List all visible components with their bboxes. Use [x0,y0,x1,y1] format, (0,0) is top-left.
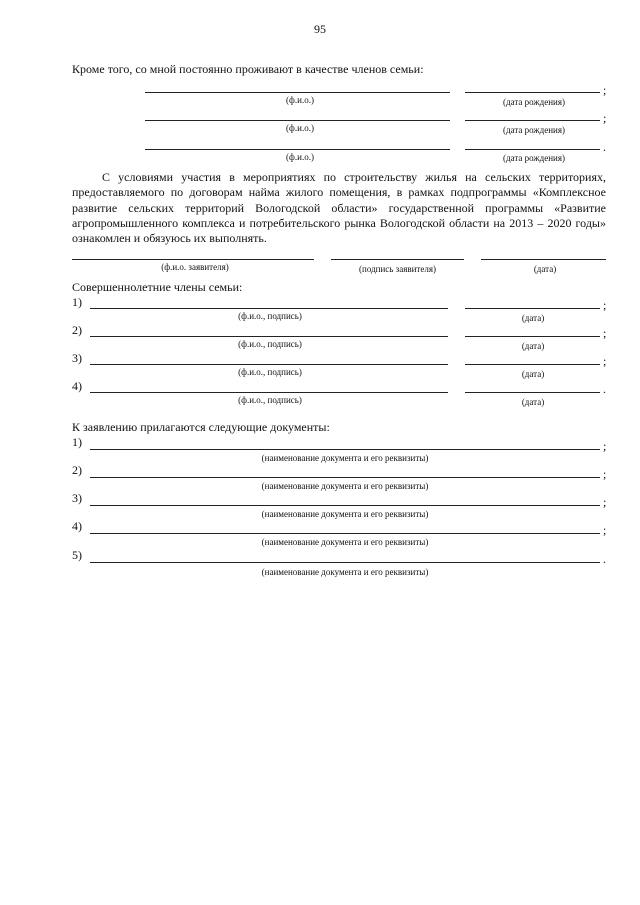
adult-member-end: . [603,382,606,396]
family-row-end: . [603,140,606,154]
document-caption: (наименование документа и его реквизиты) [261,481,429,491]
adult-member-date-line[interactable] [465,392,600,393]
adult-member-fio-line[interactable] [90,336,448,337]
adult-member-date-line[interactable] [465,308,600,309]
adult-member-date-line[interactable] [465,364,600,365]
family-birthdate-caption: (дата рождения) [503,125,565,135]
adult-member-number: 3) [72,351,82,365]
document-end: ; [603,495,607,509]
adult-member-date-line[interactable] [465,336,600,337]
applicant-date-line[interactable] [481,259,606,260]
documents-title: К заявлению прилагаются следующие документы: [72,420,330,434]
applicant-fio-line[interactable] [72,259,314,260]
adult-member-number: 1) [72,295,82,309]
document-end: ; [603,467,607,481]
adult-member-end: ; [603,354,607,368]
adult-member-date-caption: (дата) [521,369,545,379]
family-birthdate-line[interactable] [465,120,600,121]
family-fio-caption: (ф.и.о.) [286,95,314,105]
family-fio-caption: (ф.и.о.) [286,123,314,133]
family-birthdate-line[interactable] [465,92,600,93]
document-line[interactable] [90,533,600,534]
adult-member-end: ; [603,326,607,340]
adult-member-date-caption: (дата) [521,397,545,407]
adult-member-caption: (ф.и.о., подпись) [238,339,302,349]
document-end: ; [603,439,607,453]
adult-member-date-caption: (дата) [521,313,545,323]
adult-member-caption: (ф.и.о., подпись) [238,367,302,377]
family-fio-line[interactable] [145,92,450,93]
applicant-signature-caption: (подпись заявителя) [359,264,436,274]
conditions-paragraph [72,170,606,246]
page-number: 95 [314,22,326,36]
adult-member-caption: (ф.и.о., подпись) [238,311,302,321]
document-caption: (наименование документа и его реквизиты) [261,537,429,547]
adult-member-date-caption: (дата) [521,341,545,351]
document-line[interactable] [90,477,600,478]
applicant-fio-caption: (ф.и.о. заявителя) [161,262,229,272]
family-birthdate-caption: (дата рождения) [503,97,565,107]
document-end: . [603,552,606,566]
adult-member-fio-line[interactable] [90,392,448,393]
document-caption: (наименование документа и его реквизиты) [261,567,429,577]
document-number: 4) [72,519,82,533]
document-line[interactable] [90,562,600,563]
family-fio-line[interactable] [145,120,450,121]
family-intro: Кроме того, со мной постоянно проживают в качестве членов семьи: [72,62,424,76]
adult-member-number: 4) [72,379,82,393]
family-birthdate-caption: (дата рождения) [503,153,565,163]
adult-member-number: 2) [72,323,82,337]
adult-member-end: ; [603,298,607,312]
family-birthdate-line[interactable] [465,149,600,150]
family-row-end: ; [603,83,607,97]
applicant-signature-line[interactable] [331,259,464,260]
adult-member-fio-line[interactable] [90,308,448,309]
adult-member-caption: (ф.и.о., подпись) [238,395,302,405]
document-line[interactable] [90,505,600,506]
conditions-text: С условиями участия в мероприятиях по строительству жилья на сельских территориях, предоставляемого по договорам найма жилого помещения, в рамках подпрограммы «Комплексное развитие сельских территорий Вологодской области» государственной программы «Развитие агропромышленного комплекса и потребительского рынка Вологодской области на 2013 – 2020 годы» ознакомлен и обязуюсь их выполнять. [72,170,606,246]
family-row-end: ; [603,111,607,125]
document-number: 1) [72,435,82,449]
document-caption: (наименование документа и его реквизиты) [261,453,429,463]
applicant-date-caption: (дата) [533,264,557,274]
family-fio-line[interactable] [145,149,450,150]
adult-member-fio-line[interactable] [90,364,448,365]
document-number: 3) [72,491,82,505]
family-fio-caption: (ф.и.о.) [286,152,314,162]
document-line[interactable] [90,449,600,450]
adult-members-title: Совершеннолетние члены семьи: [72,280,243,294]
document-number: 2) [72,463,82,477]
document-number: 5) [72,548,82,562]
document-caption: (наименование документа и его реквизиты) [261,509,429,519]
document-end: ; [603,523,607,537]
